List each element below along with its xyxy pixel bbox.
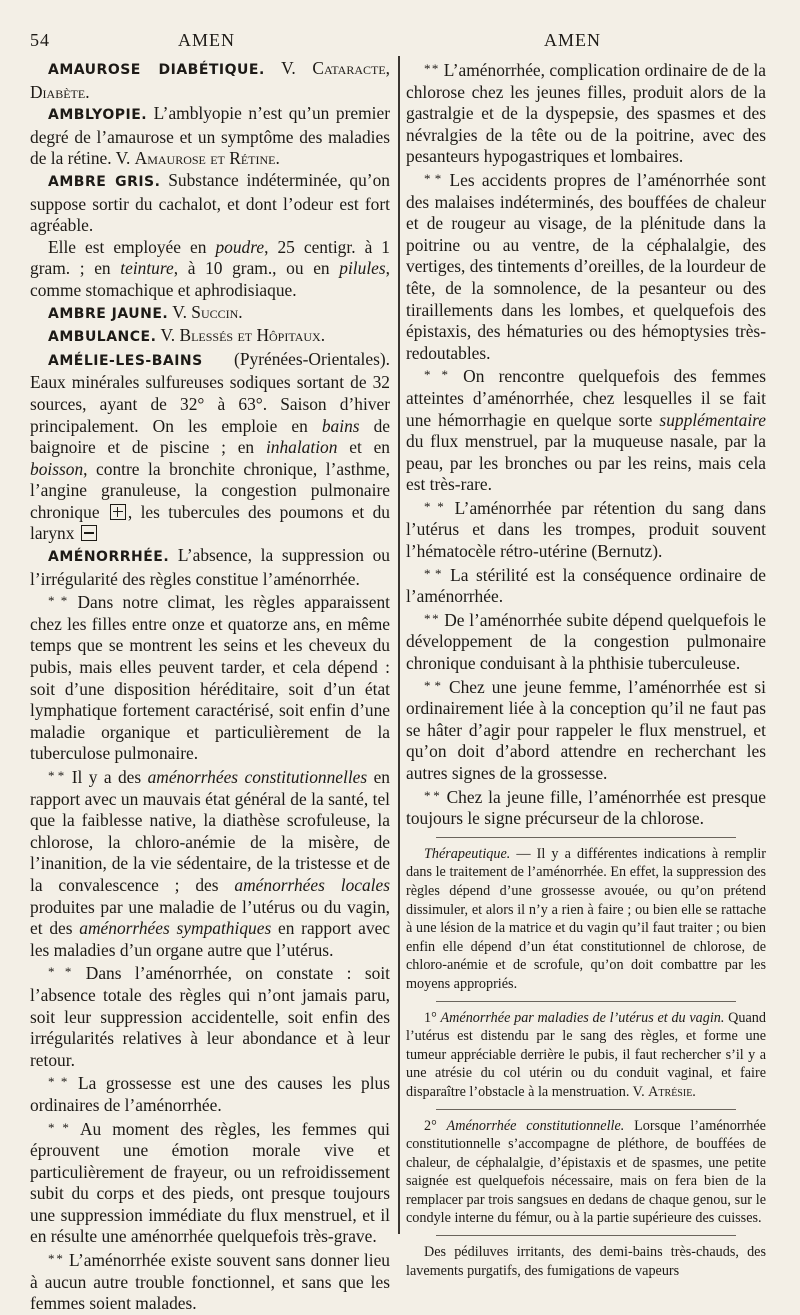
cross-reference: Blessés et Hôpitaux.: [179, 325, 326, 346]
paragraph: * * L’aménorrhée existe souvent sans donner lieu à aucun autre trouble fonctionnel, et sans que les femmes soient malades.: [30, 1250, 390, 1314]
page-number: 54: [30, 30, 50, 50]
therapeutique-paragraph: Thérapeutique. — Il y a différentes indications à remplir dans le traitement de l’aménorrhée. En effet, la suppression des règles dépend d’une grossesse avouée, ou qu’on prétend dissimuler, et alors il n’y a rien à faire ; ou bien elle se rattache à une lésion de la matrice et du vagin qu’il faut traiter ; ou bien enfin elle dépend d’un état constitutionnel de chlorose, de chloro-anémie et de scrofule, qu’on doit combattre par les moyens appropriés.: [406, 845, 766, 992]
section-divider: [436, 1235, 736, 1236]
entry-ambulance: AMBULANCE. V. Blessés et Hôpitaux.: [48, 325, 326, 346]
paragraph: * * Chez la jeune fille, l’aménorrhée est presque toujours le signe précurseur de la chlorose.: [406, 786, 767, 829]
section-divider: [436, 1001, 736, 1002]
left-running-head: AMEN: [178, 30, 235, 50]
headword: AMÉNORRHÉE.: [48, 549, 170, 566]
asterism-icon: * *: [424, 367, 448, 383]
asterism-icon: * *: [424, 170, 441, 186]
asterism-icon: * *: [48, 1119, 68, 1135]
paragraph: * * Dans l’aménorrhée, on constate : soit l’absence totale des règles qui n’ont jamais paru, soit leur suppression accidentelle, soit enfin des irrégularités relatives à leur abondance et à leur retour.: [30, 963, 390, 1070]
asterism-icon: * *: [48, 964, 71, 980]
paragraph: * * L’aménorrhée par rétention du sang dans l’utérus et dans les trompes, produit souvent l’hématocèle rétro-utérine (Bernutz).: [406, 497, 766, 562]
entry-amblyopie: AMBLYOPIE. L’amblyopie n’est qu’un premier degré de l’amaurose et un symptôme des maladies de la rétine. V. Amaurose et Rétine.: [30, 103, 390, 169]
asterism-icon: * *: [48, 593, 67, 609]
cross-reference: Cataracte, Diabète.: [30, 58, 390, 102]
left-column: [30, 58, 390, 1315]
paragraph: * * La stérilité est la conséquence ordinaire de l’aménorrhée.: [406, 564, 767, 607]
column-divider: [398, 56, 400, 1234]
entry-ambre-jaune: AMBRE JAUNE. V. Succin.: [48, 301, 243, 322]
right-running-head: AMEN: [544, 30, 601, 50]
treatment-item-1: 1° Aménorrhée par maladies de l’utérus et du vagin. Quand l’utérus est distendu par le sang des règles, et forme une tumeur appréciable derrière le pubis, il faut rechercher s’il y a une atrésie du col utérin ou du conduit vaginal, et faire disparaître l’obstacle à la menstruation. V. Atrésie.: [406, 1009, 766, 1100]
headword: AMBRE GRIS.: [48, 173, 161, 190]
asterism-icon: * *: [424, 677, 440, 693]
asterism-icon: * *: [48, 1074, 67, 1090]
running-header: [0, 30, 800, 54]
asterism-icon: * *: [424, 61, 438, 76]
paragraph: * * Au moment des règles, les femmes qui éprouvent une émotion morale vive et particulièrement de frayeur, ou un refroidissement subit du corps et des pieds, ont presque toujours une suppression immédiate du flux menstruel, et il en résulte une aménorrhée quelquefois très-grave.: [30, 1118, 390, 1247]
asterism-icon: * *: [424, 610, 438, 626]
entry-amaurose: AMAUROSE DIABÉTIQUE. V. Cataracte, Diabète.: [30, 58, 390, 102]
headword: AMBULANCE.: [48, 329, 157, 346]
paragraph: * * L’aménorrhée, complication ordinaire de de la chlorose chez les jeunes filles, produit alors de la gastralgie et de la dyspepsie, des spasmes et des névralgies de la tête ou de la poitrine, avec des pesanteurs hypogastriques et lombaires.: [406, 60, 767, 167]
asterism-icon: * *: [48, 1251, 62, 1267]
paragraph: * * De l’aménorrhée subite dépend quelquefois le développement de la congestion pulmonaire chronique conduisant à la phthisie tuberculeuse.: [406, 609, 766, 674]
headword: AMBRE JAUNE.: [48, 305, 169, 322]
asterism-icon: * *: [424, 787, 439, 803]
treatment-item-2: 2° Aménorrhée constitutionnelle. Lorsque l’aménorrhée constitutionnelle s’accompagne de pléthore, de bouffées de chaleur, de céphalalgie, d’épistaxis et de spasmes, une petite saignée est quelquefois nécessaire, mais on fera bien de la remplacer par trois sangsues en dedans de chaque genou, sur le condyle interne du fémur, ou à la partie supérieure des cuisses.: [406, 1117, 766, 1227]
boxed-minus-icon: [81, 525, 97, 541]
right-column: [406, 58, 766, 1280]
asterism-icon: * *: [424, 565, 441, 581]
entry-amelie-les-bains: AMÉLIE-LES-BAINS (Pyrénées-Orientales). Eaux minérales sulfureuses sodiques sortant de 32 sources, ayant de 32° à 63°. Saison d’hiver principalement. On les emploie en bains de baignoire et de piscine ; en inhalation et en boisson, contre la bronchite chronique, l’asthme, l’angine granuleuse, la congestion pulmonaire chronique , les tubercules des poumons et du larynx: [30, 348, 390, 544]
paragraph: * * La grossesse est une des causes les plus ordinaires de l’aménorrhée.: [30, 1073, 391, 1115]
entry-amenorrhee: AMÉNORRHÉE. L’absence, la suppression ou l’irrégularité des règles constitue l’aménorrhée.: [30, 545, 390, 589]
headword: AMÉLIE-LES-BAINS: [48, 352, 203, 369]
paragraph: * * Les accidents propres de l’aménorrhée sont des malaises indéterminés, des bouffées de chaleur et de rougeur au visage, de la plénitude dans la poitrine ou au ventre, de la céphalalgie, des vertiges, des tintements d’oreilles, de la lourdeur de tête, de la somnolence, de la pesanteur ou des tiraillements dans les lombes, et quelquefois des épistaxis, des hématuries ou des hémoptysies très-redoutables.: [406, 169, 766, 363]
section-divider: [436, 837, 736, 838]
paragraph: * * Dans notre climat, les règles apparaissent chez les filles entre onze et quatorze ans, en même temps que se montrent les seins et les cheveux du pubis, mais elles peuvent tarder, et cela dépend : soit d’une disposition héréditaire, soit d’un état lymphatique fortement caractérisé, soit enfin d’une maladie organique et particulièrement de la tuberculose pulmonaire.: [30, 592, 391, 764]
cross-reference: Amaurose et Rétine.: [134, 148, 280, 169]
entry-ambre-gris-usage: Elle est employée en poudre, 25 centigr. à 1 gram. ; en teinture, à 10 gram., ou en pilules, comme stomachique et aphrodisiaque.: [30, 236, 391, 300]
headword: AMBLYOPIE.: [48, 107, 148, 124]
paragraph: * * Il y a des aménorrhées constitutionnelles en rapport avec un mauvais état général de la santé, tel que la faiblesse native, la diathèse scrofuleuse, la chlorose, la chloro-anémie de la misère, de l’inanition, de la vie sédentaire, de la tristesse et de la convalescence ; des aménorrhées locales produites par une maladie de l’utérus ou du vagin, et des aménorrhées sympathiques en rapport avec les maladies d’un organe autre que l’utérus.: [30, 767, 391, 960]
entry-ambre-gris: AMBRE GRIS. Substance indéterminée, qu’on suppose sortir du cachalot, et dont l’odeur est fort agréable.: [30, 169, 390, 236]
asterism-icon: * *: [48, 768, 64, 783]
headword: AMAUROSE DIABÉTIQUE.: [48, 62, 265, 78]
asterism-icon: * *: [424, 498, 443, 514]
section-divider: [436, 1109, 736, 1110]
paragraph: * * Chez une jeune femme, l’aménorrhée est si ordinairement liée à la conception qu’il ne faut pas se hâter d’agir pour rappeler le flux menstruel, et qu’on doit d’abord attendre en recherchant les autres signes de la grossesse.: [406, 676, 766, 783]
paragraph: * * On rencontre quelquefois des femmes atteintes d’aménorrhée, chez lesquelles il se fait une hémorrhagie en quelque sorte supplémentaire du flux menstruel, par la muqueuse nasale, par la peau, par les bronches ou par les reins, mais cela est très-rare.: [406, 366, 766, 495]
section-label: Thérapeutique.: [424, 845, 511, 862]
cross-reference: Succin.: [191, 301, 243, 322]
cross-reference: Atrésie.: [648, 1083, 696, 1100]
boxed-plus-icon: [110, 504, 126, 520]
paragraph: Des pédiluves irritants, des demi-bains très-chauds, des lavements purgatifs, des fumigations de vapeurs: [406, 1244, 766, 1279]
